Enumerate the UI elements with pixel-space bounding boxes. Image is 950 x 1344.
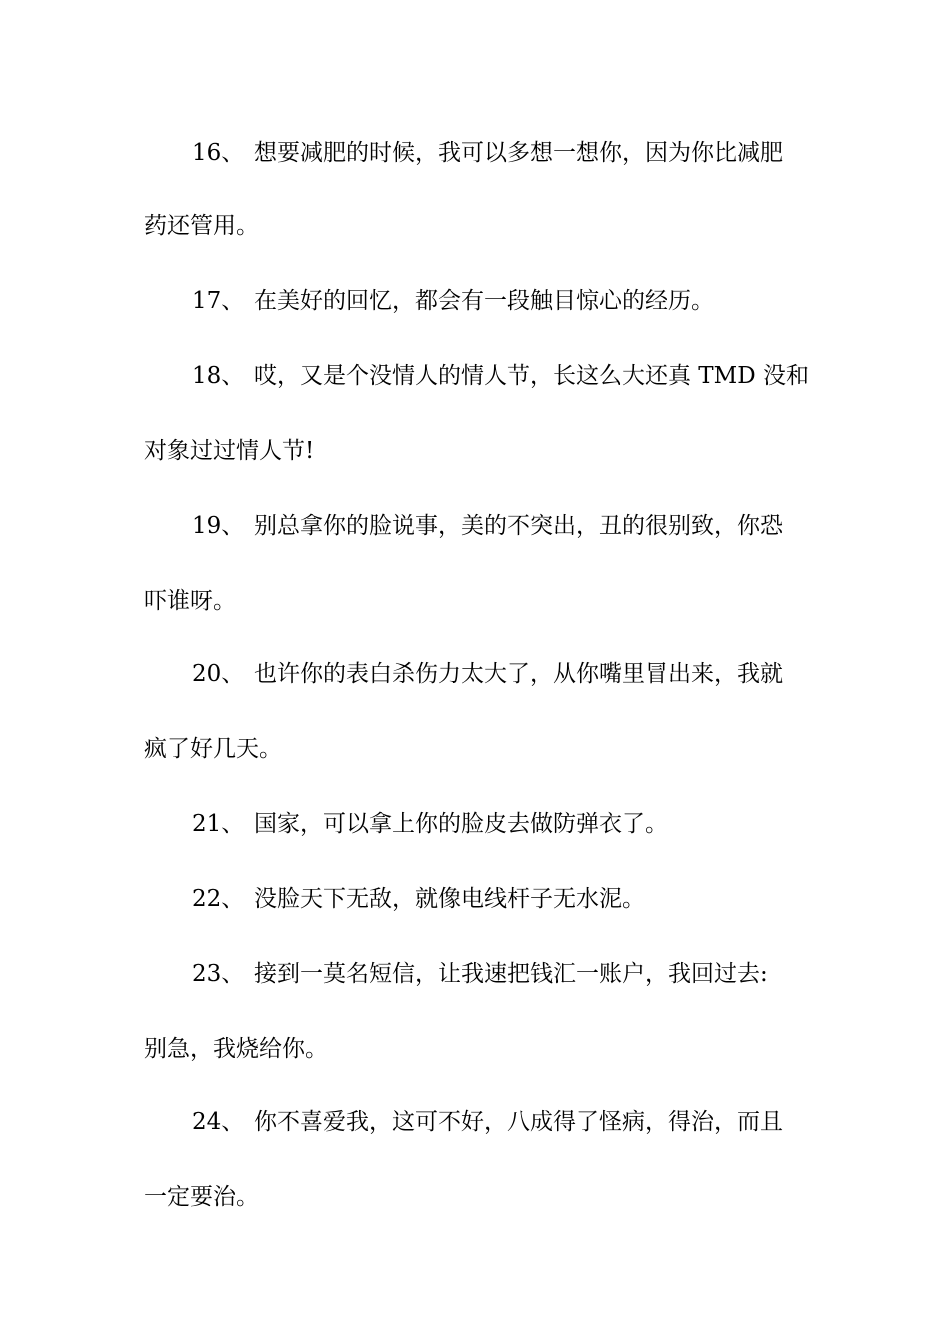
item-24-line-1 [192, 1107, 812, 1137]
item-number: 21、 [192, 811, 245, 837]
item-text: 在美好的回忆，都会有一段触目惊心的经历。 [254, 288, 714, 314]
item-17-line-1 [192, 286, 812, 316]
item-text: 哎，又是个没情人的情人节，长这么大还真 TMD 没和 [254, 363, 809, 389]
item-21-line-1 [192, 809, 812, 839]
item-22-line-1 [192, 884, 812, 914]
item-20-line-1 [192, 659, 812, 689]
item-number: 19、 [192, 513, 245, 539]
item-text: 你不喜爱我，这可不好，八成得了怪病，得治，而且 [254, 1109, 783, 1135]
item-number: 23、 [192, 961, 245, 987]
item-text: 没脸天下无敌，就像电线杆子无水泥。 [254, 886, 645, 912]
item-20-line-2: 疯了好几天。 [144, 736, 282, 762]
item-number: 20、 [192, 661, 245, 687]
item-24-line-2: 一定要治。 [144, 1184, 259, 1210]
item-23-line-2: 别急，我烧给你。 [144, 1036, 328, 1062]
item-number: 18、 [192, 363, 245, 389]
item-text: 接到一莫名短信，让我速把钱汇一账户，我回过去: [254, 961, 768, 987]
item-text: 国家，可以拿上你的脸皮去做防弹衣了。 [254, 811, 668, 837]
item-23-line-1 [192, 959, 812, 989]
item-16-line-2: 药还管用。 [144, 213, 259, 239]
item-text: 想要减肥的时候，我可以多想一想你，因为你比减肥 [254, 140, 783, 166]
item-18-line-2: 对象过过情人节! [144, 438, 315, 464]
item-19-line-2: 吓谁呀。 [144, 588, 236, 614]
item-19-line-1 [192, 511, 812, 541]
item-number: 17、 [192, 288, 245, 314]
item-18-line-1 [192, 361, 812, 391]
item-number: 22、 [192, 886, 245, 912]
item-number: 24、 [192, 1109, 245, 1135]
item-16-line-1 [192, 138, 812, 168]
item-text: 别总拿你的脸说事，美的不突出，丑的很别致，你恐 [254, 513, 783, 539]
item-text: 也许你的表白杀伤力太大了，从你嘴里冒出来，我就 [254, 661, 783, 687]
item-number: 16、 [192, 140, 245, 166]
